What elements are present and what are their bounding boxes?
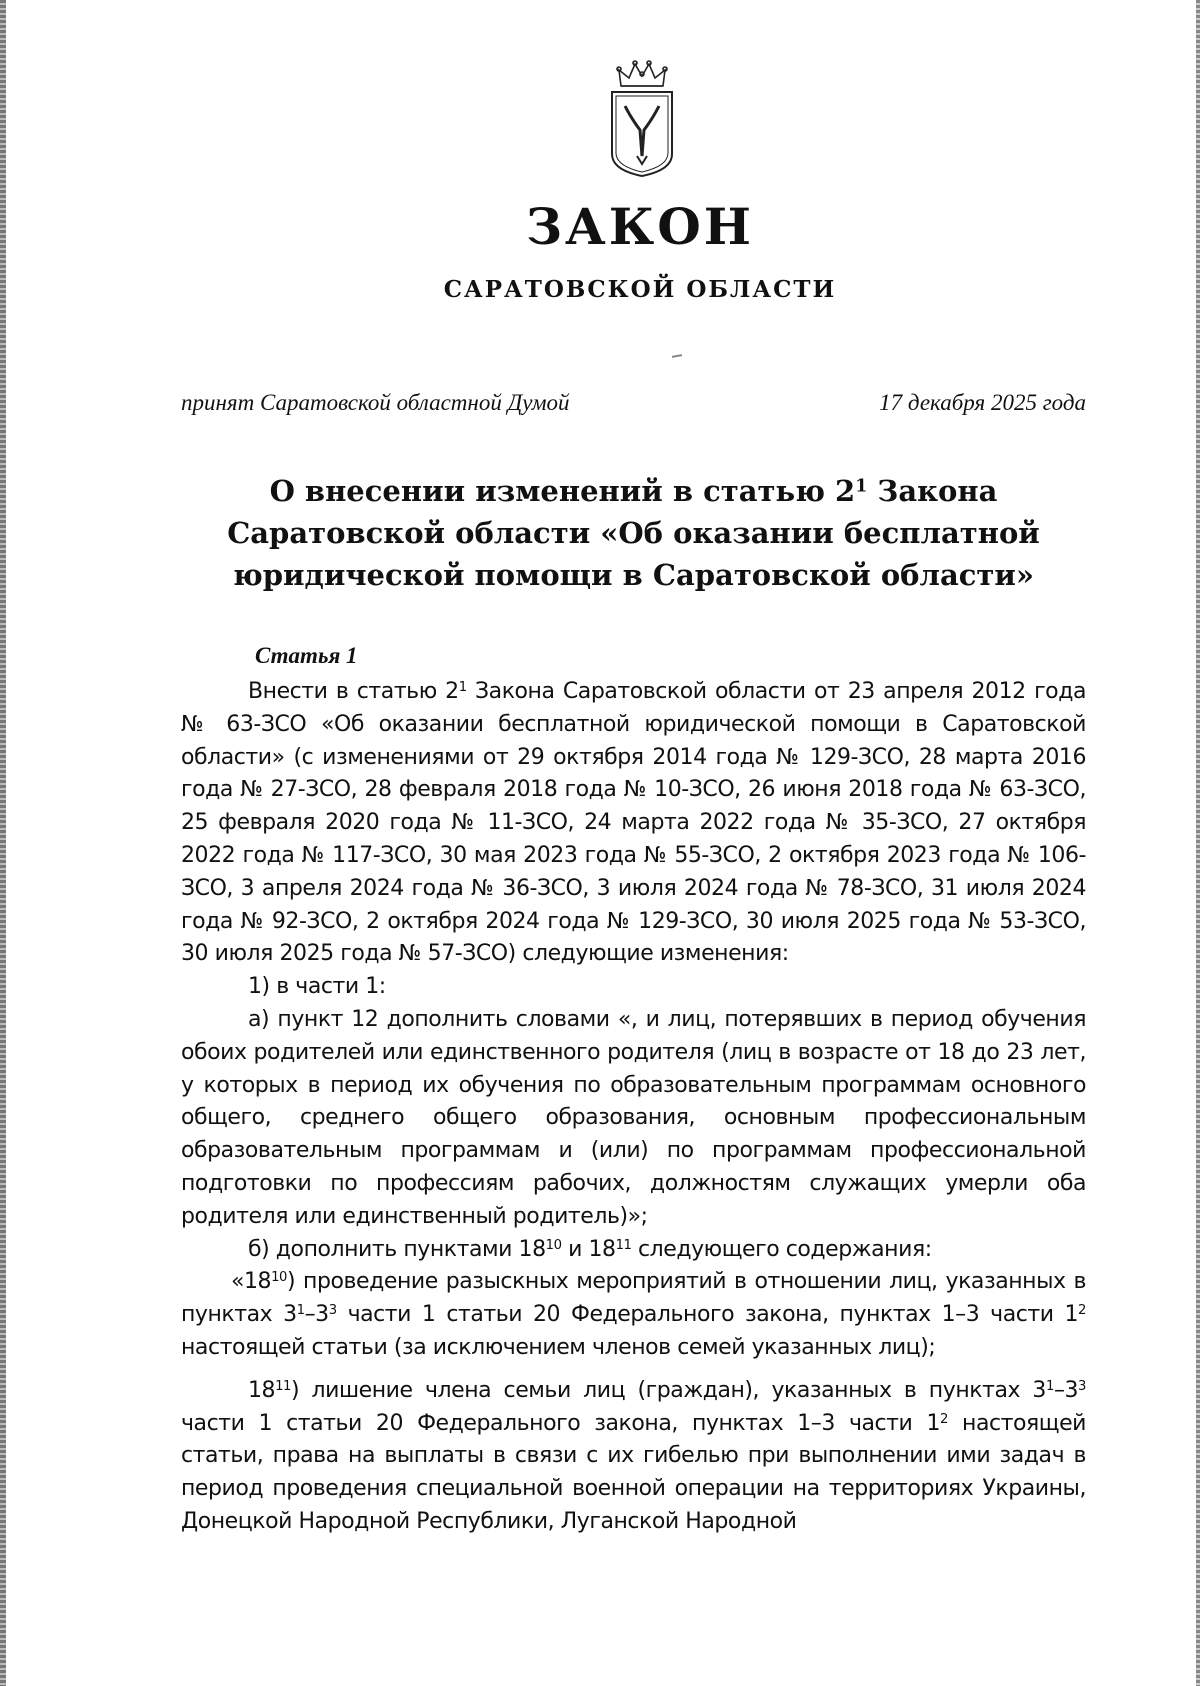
paragraph-item-b: б) дополнить пунктами $18^{10}$ и $18^{11}$ следующего содержания: (248, 1236, 932, 1262)
paragraph-point-18-11: $18^{11}$) лишение члена семьи лиц (граждан), указанных в пунктах $3^1-3^3$ части 1 статьи 20 Федерального закона, пунктах 1–3 части $1^2$ настоящей статьи, права на выплаты в связи с их гибелью при выполнении ими задач в период проведения специальной военной операции на территориях Украины, Донецкой Народной Республики, Луганской Народной (181, 1377, 1086, 1534)
scan-edge-left (0, 0, 6, 1686)
paragraph-intro: Внести в статью $2^1$ Закона Саратовской области от 23 апреля 2012 года № 63-ЗСО «Об оказании бесплатной юридической помощи в Саратовской области» (с изменениями от 29 октября 2014 года № 129-ЗСО, 28 марта 2016 года № 27-ЗСО, 28 февраля 2018 года № 10-ЗСО, 26 июня 2018 года № 63-ЗСО, 25 февраля 2020 года № 11-ЗСО, 24 марта 2022 года № 35-ЗСО, 27 октября 2022 года № 117-ЗСО, 30 мая 2023 года № 55-ЗСО, 2 октября 2023 года № 106-ЗСО, 3 апреля 2024 года № 36-ЗСО, 3 июля 2024 года № 78-ЗСО, 31 июля 2024 года № 92-ЗСО, 2 октября 2024 года № 129-ЗСО, 30 июля 2025 года № 53-ЗСО, 30 июля 2025 года № 57-ЗСО) следующие изменения: (181, 679, 1086, 967)
document-title: ЗАКОН (525, 197, 755, 256)
paragraph-item-a: а) пункт 12 дополнить словами «, и лиц, потерявших в период обучения обоих родителей или единственного родителя (лиц в возрасте от 18 до 23 лет, у которых в период их обучения по образовательным программам основного общего, среднего общего образования, основным профессиональным образовательным программам и (или) по программам профессиональной подготовки по профессиям рабочих, должностям служащих умерли оба родителя или единственный родитель)»; (181, 1006, 1086, 1229)
law-title: О внесении изменений в статью $2^1$ Закона Саратовской области «Об оказании бесплатной юридической помощи в Саратовской области» (227, 474, 1040, 592)
scan-edge-right (1196, 0, 1200, 1686)
document-subtitle: САРАТОВСКОЙ ОБЛАСТИ (443, 276, 837, 303)
paragraph-point-18-10: «$18^{10}$) проведение разыскных мероприятий в отношении лиц, указанных в пунктах $3^1-3^3$ части 1 статьи 20 Федерального закона, пунктах 1–3 части $1^2$ настоящей статьи (за исключением членов семей указанных лиц); (181, 1269, 1086, 1360)
adoption-date: 17 декабря 2025 года (879, 390, 1086, 415)
coat-of-arms-icon (607, 58, 677, 178)
article-body (181, 676, 1086, 1539)
scan-mark (672, 354, 682, 358)
article-heading: Статья 1 (255, 643, 358, 668)
adopted-by: принят Саратовской областной Думой (181, 390, 570, 415)
paragraph-part1: 1) в части 1: (248, 974, 386, 1000)
